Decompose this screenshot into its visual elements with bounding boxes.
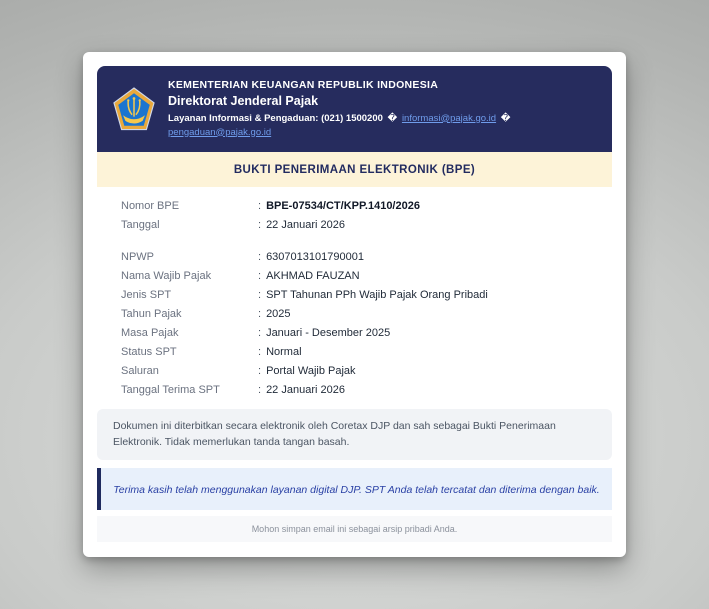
- field-colon: :: [258, 346, 262, 358]
- electronic-document-disclaimer: Dokumen ini diterbitkan secara elektronik oleh Coretax DJP dan sah sebagai Bukti Penerimaan Elektronik. Tidak memerlukan tanda tangan basah.: [97, 409, 612, 460]
- contact-phone: (021) 1500200: [321, 112, 383, 124]
- field-value: Januari - Desember 2025: [266, 327, 391, 339]
- bpe-email-card: [83, 52, 626, 557]
- field-label: Masa Pajak: [121, 327, 179, 339]
- bpe-fields-section: [97, 187, 612, 406]
- field-colon: :: [258, 327, 262, 339]
- field-value: Portal Wajib Pajak: [266, 365, 356, 377]
- field-row-saluran: [121, 362, 588, 381]
- field-label: Nomor BPE: [121, 200, 180, 212]
- field-row-nama-wajib-pajak: [121, 267, 588, 286]
- contact-prefix: Layanan Informasi & Pengaduan:: [168, 112, 319, 124]
- email-header: [97, 66, 612, 152]
- field-value: 22 Januari 2026: [266, 384, 345, 396]
- field-value: BPE-07534/CT/KPP.1410/2026: [266, 200, 420, 212]
- field-row-tanggal-terima-spt: [121, 381, 588, 400]
- ministry-name: KEMENTERIAN KEUANGAN REPUBLIK INDONESIA: [168, 78, 439, 91]
- thank-you-text: Terima kasih telah menggunakan layanan digital DJP. SPT Anda telah tercatat dan diterima dengan baik.: [113, 483, 600, 496]
- field-colon: :: [258, 365, 262, 377]
- field-colon: :: [258, 384, 262, 396]
- field-colon: :: [258, 200, 262, 212]
- field-label: Tanggal Terima SPT: [121, 384, 220, 396]
- replacement-char: �: [387, 112, 398, 124]
- field-value: Normal: [266, 346, 302, 358]
- field-colon: :: [258, 251, 262, 263]
- field-colon: :: [258, 219, 262, 231]
- field-value: 22 Januari 2026: [266, 219, 345, 231]
- field-row-tanggal: [121, 216, 588, 235]
- bpe-number-group: [121, 197, 588, 235]
- field-colon: :: [258, 308, 262, 320]
- field-label: Saluran: [121, 365, 159, 377]
- thank-you-callout: [97, 468, 612, 510]
- document-title: BUKTI PENERIMAAN ELEKTRONIK (BPE): [97, 152, 612, 187]
- field-row-masa-pajak: [121, 324, 588, 343]
- info-email-link[interactable]: informasi@pajak.go.id: [401, 112, 497, 124]
- archive-note: Mohon simpan email ini sebagai arsip pribadi Anda.: [97, 516, 612, 542]
- directorate-name: Direktorat Jenderal Pajak: [168, 93, 319, 108]
- field-value: AKHMAD FAUZAN: [266, 270, 360, 282]
- field-label: Tahun Pajak: [121, 308, 182, 320]
- pengaduan-email-link[interactable]: pengaduan@pajak.go.id: [168, 126, 272, 138]
- field-value: 2025: [266, 308, 291, 320]
- field-row-npwp: [121, 248, 588, 267]
- contact-line: [168, 112, 512, 140]
- field-row-status-spt: [121, 343, 588, 362]
- kemenkeu-logo-icon: [113, 87, 155, 131]
- field-row-nomor-bpe: [121, 197, 588, 216]
- field-value: 6307013101790001: [266, 251, 364, 263]
- field-colon: :: [258, 289, 262, 301]
- header-text-block: [168, 79, 512, 140]
- field-label: Status SPT: [121, 346, 177, 358]
- replacement-char: �: [500, 112, 511, 124]
- field-label: NPWP: [121, 251, 154, 263]
- field-label: Nama Wajib Pajak: [121, 270, 212, 282]
- field-row-tahun-pajak: [121, 305, 588, 324]
- field-label: Tanggal: [121, 219, 160, 231]
- field-label: Jenis SPT: [121, 289, 172, 301]
- taxpayer-detail-group: [121, 248, 588, 400]
- field-row-jenis-spt: [121, 286, 588, 305]
- field-colon: :: [258, 270, 262, 282]
- field-value: SPT Tahunan PPh Wajib Pajak Orang Pribadi: [266, 289, 488, 301]
